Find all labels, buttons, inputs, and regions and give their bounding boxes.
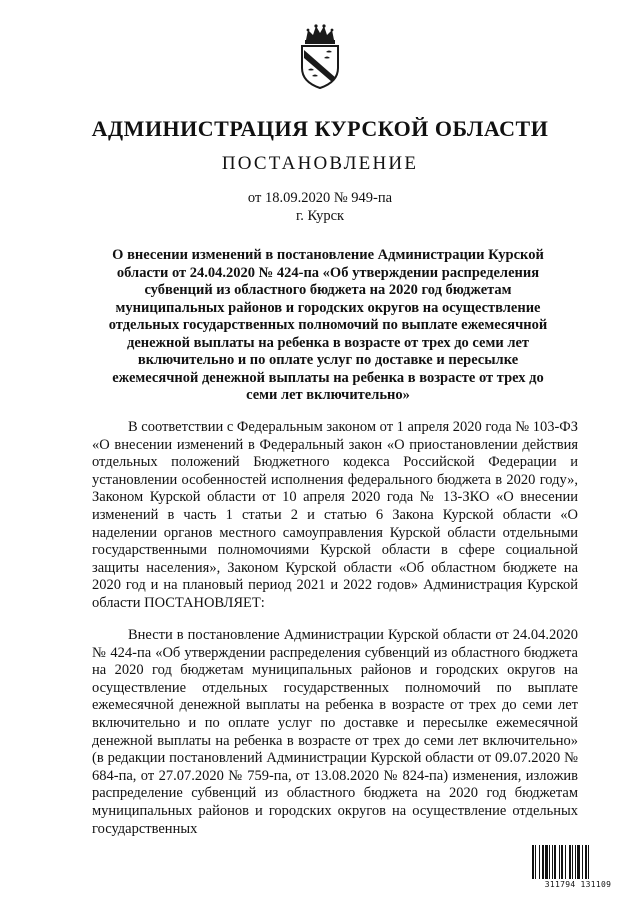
- body-paragraph-1: В соответствии с Федеральным законом от 1 апреля 2020 года № 103-ФЗ «О внесении изменений в Федеральный закон «О приостановлении действия отдельных положений Бюджетного кодекса Российской Федерации и установлении особенностей исполнения федерального бюджета в 2020 году», Законом Курской области от 10 апреля 2020 года № 13-ЗКО «О внесении изменений в часть 1 статьи 2 и статью 6 Закона Курской области «О наделении органов местного самоуправления Курской области отдельными государственными полномочиями Курской области в сфере социальной защиты населения», Законом Курской области «Об областном бюджете на 2020 год и на плановый период 2021 и 2022 годов» Администрация Курской области ПОСТАНОВЛЯЕТ:: [92, 419, 579, 611]
- barcode-number: 311794 131109: [544, 880, 612, 889]
- barcode: [530, 845, 626, 891]
- document-date-number: от 18.09.2020 № 949-па: [247, 190, 393, 206]
- body-paragraph-2: Внести в постановление Администрации Курской области от 24.04.2020 № 424-па «Об утверждении распределения субвенций из областного бюджета на 2020 год бюджетам муниципальных районов и городских округов на осуществление отдельных государственных полномочий по выплате ежемесячной денежной выплаты на ребенка в возрасте от трех до семи лет включительно и по оплате услуг по доставке и пересылке ежемесячной денежной выплаты на ребенка в возрасте от трех до семи лет включительно» (в редакции постановлений Администрации Курской области от 09.07.2020 № 684-па, от 27.07.2020 № 759-па, от 13.08.2020 № 824-па) изменения, изложив распределение субвенций из областного бюджета на 2020 год бюджетам муниципальных районов и городских округов на осуществление отдельных государственных: [92, 627, 578, 837]
- coat-of-arms-icon: [296, 22, 344, 90]
- document-type: ПОСТАНОВЛЕНИЕ: [221, 153, 419, 174]
- barcode-bars-icon: [530, 845, 626, 879]
- document-subject: О внесении изменений в постановление Администрации Курской области от 24.04.2020 № 424-па «Об утверждении распределения субвенций из областного бюджета на 2020 год бюджетам муниципальных районов и городских округов на осуществление отдельных государственных полномочий по выплате ежемесячной денежной выплаты на ребенка в возрасте от трех до семи лет включительно и по оплате услуг по доставке и пересылке ежемесячной денежной выплаты на ребенка в возрасте от трех до семи лет включительно»: [108, 247, 548, 403]
- organization-title: АДМИНИСТРАЦИЯ КУРСКОЙ ОБЛАСТИ: [91, 116, 549, 141]
- document-city: г. Курск: [295, 208, 345, 224]
